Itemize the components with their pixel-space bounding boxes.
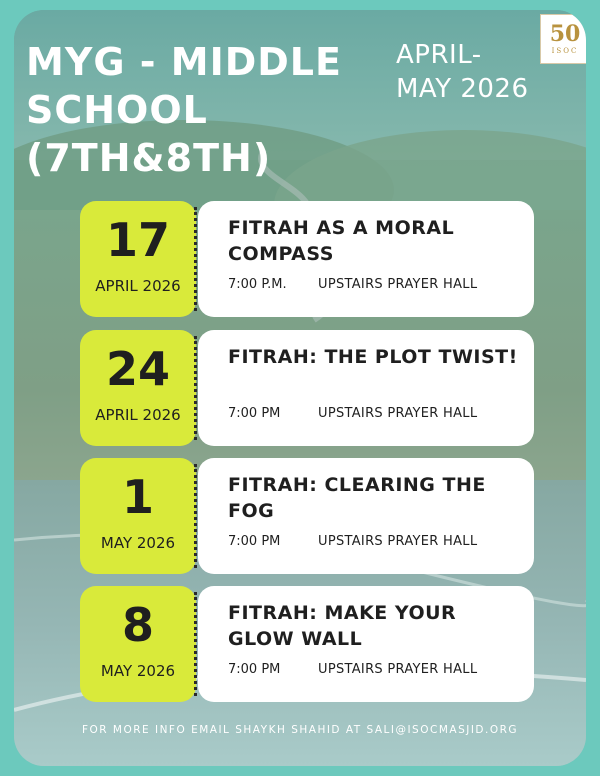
event-title: FITRAH: THE PLOT TWIST! [228,346,518,368]
event-info-card [198,586,534,702]
event-month-year: APRIL 2026 [95,277,181,295]
event-info-card [198,458,534,574]
event-title: FITRAH: CLEARING THE FOG [228,474,486,522]
logo-org: ISOC [551,47,579,55]
event-date-box [80,201,196,317]
event-month-year: MAY 2026 [100,534,176,552]
event-item [80,330,534,446]
event-location: UPSTAIRS PRAYER HALL [318,662,478,677]
event-time: 7:00 P.M. [228,277,287,292]
event-day: 1 [121,470,154,524]
event-item [80,458,534,574]
event-date-box [80,586,196,702]
event-day: 17 [105,213,170,267]
event-date-box [80,330,196,446]
event-info-card [198,330,534,446]
event-title: FITRAH: MAKE YOUR GLOW WALL [228,602,457,650]
event-time: 7:00 PM [228,534,281,549]
logo-number: 50 [549,21,581,47]
event-location: UPSTAIRS PRAYER HALL [318,406,478,421]
footer-contact-info: FOR MORE INFO EMAIL SHAYKH SHAHID AT SALI@ISOCMASJID.ORG [81,724,519,736]
event-time: 7:00 PM [228,662,281,677]
event-day: 8 [121,598,154,652]
event-location: UPSTAIRS PRAYER HALL [318,534,478,549]
flyer-card [14,10,586,766]
event-info-card [198,201,534,317]
event-location: UPSTAIRS PRAYER HALL [318,277,478,292]
event-date-box [80,458,196,574]
event-time: 7:00 PM [228,406,281,421]
event-item [80,201,534,317]
isoc-50-logo [540,14,586,64]
event-month-year: MAY 2026 [100,662,176,680]
page-title: MYG - MIDDLE SCHOOL (7TH&8TH) [26,40,342,180]
event-title: FITRAH AS A MORAL COMPASS [228,217,455,265]
date-range: APRIL-MAY 2026 [396,40,529,104]
event-item [80,586,534,702]
event-day: 24 [105,342,170,396]
event-month-year: APRIL 2026 [95,406,181,424]
